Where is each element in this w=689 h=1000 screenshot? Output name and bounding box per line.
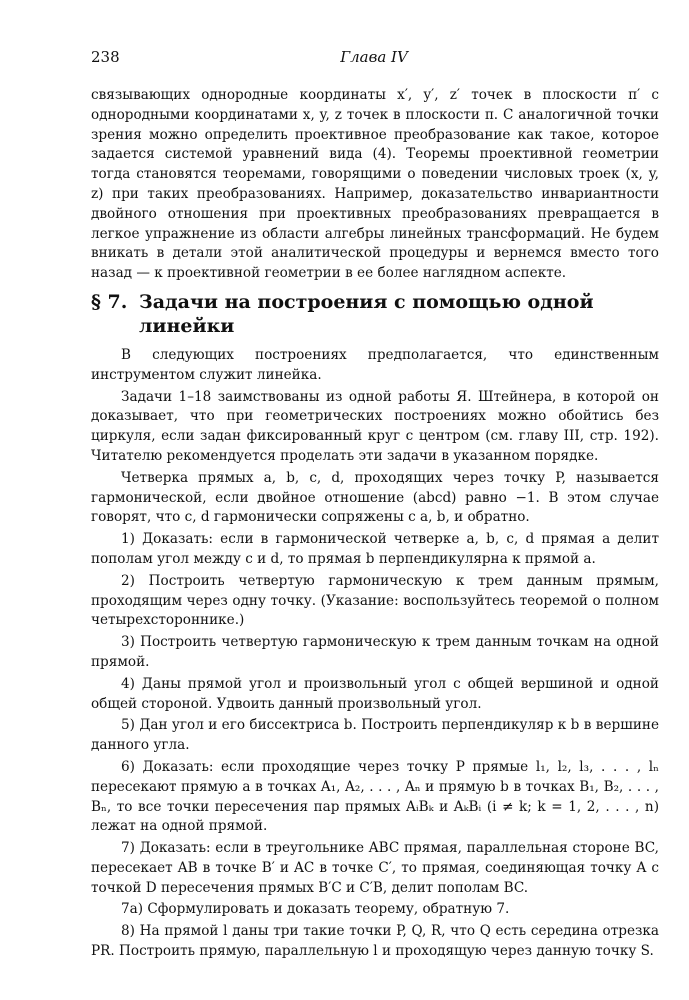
paragraph: Задачи 1–18 заимствованы из одной работы Я. Штейнера, в которой он доказывает, что при геометрических построениях можно обойтись без циркуля, если задан фиксированный круг с центром (см. главу III, стр. 192). Читателю рекомендуется проделать эти задачи в указанном порядке.	[91, 388, 659, 464]
running-head: Глава IV	[340, 48, 408, 66]
problem-7a: 7а) Сформулировать и доказать теорему, обратную 7.	[121, 901, 510, 918]
section-heading	[91, 290, 659, 338]
page-body	[91, 86, 659, 964]
section-title: Задачи на построения с помощью одной линейки	[139, 290, 594, 337]
paragraph: В следующих построениях предполагается, что единственным инструментом служит линейка.	[91, 346, 659, 383]
paragraph: Четверка прямых a, b, c, d, проходящих через точку P, называется гармонической, если двойное отношение (abcd) равно −1. В этом случае говорят, что c, d гармонически сопряжены с a, b, и обратно.	[91, 469, 659, 526]
page-header	[91, 48, 657, 68]
problem-2: 2) Построить четвертую гармоническую к трем данным прямым, проходящим через одну точку. (Указание: воспользуйтесь теоремой о полном четырехстороннике.)	[91, 572, 659, 629]
page-number: 238	[91, 48, 120, 66]
problem-3: 3) Построить четвертую гармоническую к трем данным точкам на одной прямой.	[91, 634, 659, 670]
problem-8: 8) На прямой l даны три такие точки P, Q, R, что Q есть середина отрезка PR. Построить прямую, параллельную l и проходящую через данную точку S.	[91, 923, 659, 960]
paragraph-continued: связывающих однородные координаты x′, y′, z′ точек в плоскости π′ с однородными координатами x, y, z точек в плоскости π. С аналогичной точки зрения можно определить проективное преобразование как такое, которое задается системой уравнений вида (4). Теоремы проективной геометрии тогда становятся теоремами, говорящими о поведении числовых троек (x, y, z) при таких преобразованиях. Например, доказательство инвариантности двойного отношения при проективных преобразованиях превращается в легкое упражнение из области алгебры линейных трансформаций. Не будем вникать в детали этой аналитической процедуры и вернемся вместо того назад — к проективной геометрии в ее более наглядном аспекте.	[91, 87, 659, 282]
problem-5: 5) Дан угол и его биссектриса b. Построить перпендикуляр к b в вершине данного угла.	[91, 717, 659, 754]
problem-6: 6) Доказать: если проходящие через точку P прямые l₁, l₂, l₃, . . . , lₙ пересекают прямую a в точках A₁, A₂, . . . , Aₙ и прямую b в точках B₁, B₂, . . . , Bₙ, то все точки пересечения пар прямых AᵢBₖ и AₖBᵢ (i ≠ k; k = 1, 2, . . . , n) лежат на одной прямой.	[91, 758, 659, 835]
section-number: § 7.	[91, 290, 128, 313]
problem-7: 7) Доказать: если в треугольнике ABC прямая, параллельная стороне BC, пересекает AB в точке B′ и AC в точке C′, то прямая, соединяющая точку A с точкой D пересечения прямых B′C и C′B, делит пополам BC.	[91, 840, 659, 896]
problem-1: 1) Доказать: если в гармонической четверке a, b, c, d прямая a делит пополам угол между c и d, то прямая b перпендикулярна к прямой a.	[91, 531, 659, 567]
problem-4: 4) Даны прямой угол и произвольный угол с общей вершиной и одной общей стороной. Удвоить данный произвольный угол.	[91, 675, 659, 712]
